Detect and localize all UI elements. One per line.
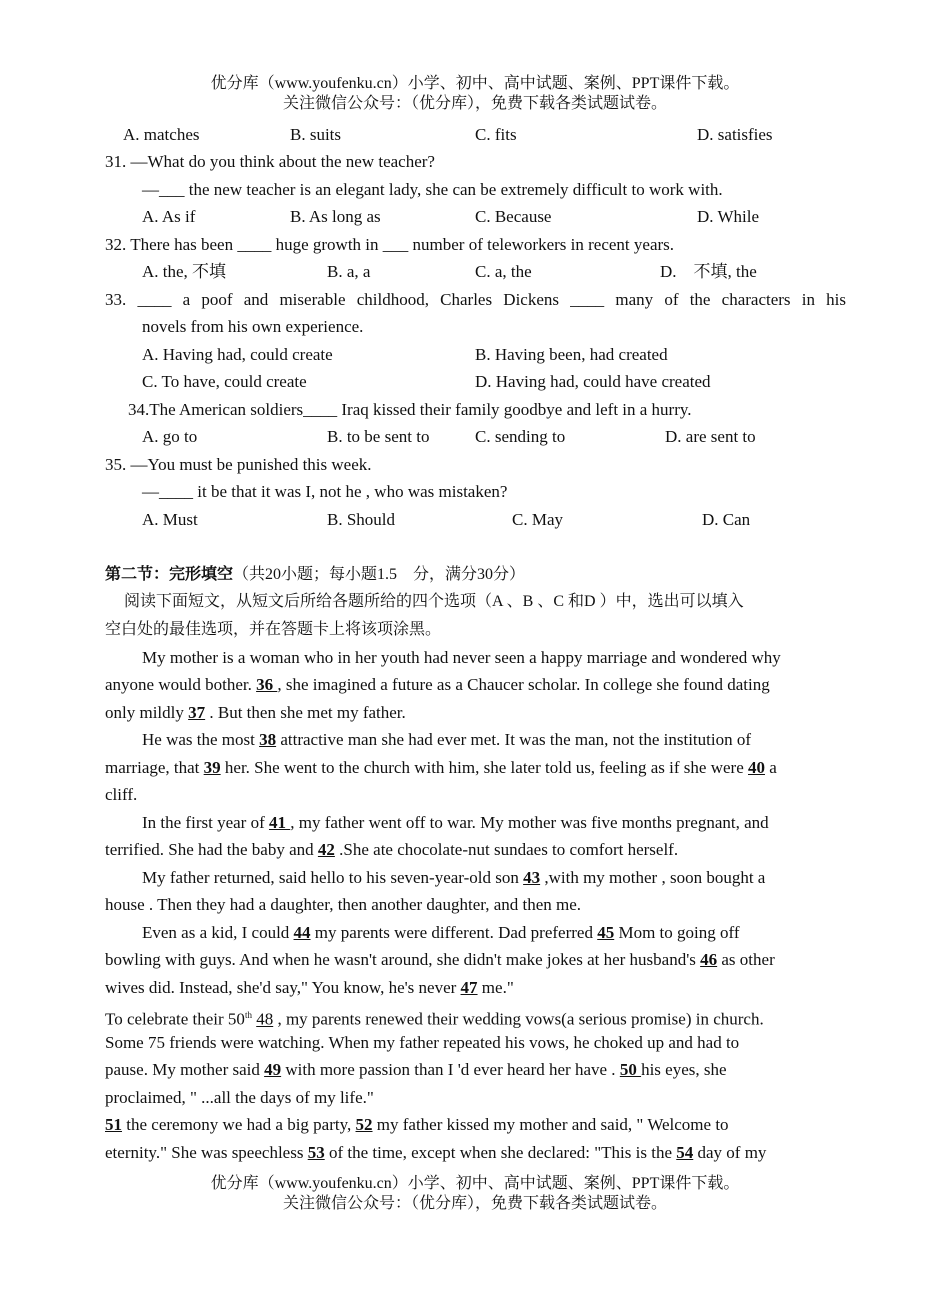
text: my parents were different. Dad preferred bbox=[310, 923, 598, 942]
text: the ceremony we had a big party, bbox=[122, 1115, 356, 1134]
text: , my parents renewed their wedding vows(a serious promise) in church. bbox=[273, 1009, 764, 1029]
blank-48: 48 bbox=[256, 1009, 274, 1029]
text: Even as a kid, I could bbox=[142, 923, 294, 942]
passage-line bbox=[105, 1114, 729, 1136]
q32-option-b: B. a, a bbox=[327, 262, 371, 281]
text: Mom to going off bbox=[614, 923, 740, 942]
q35-stem: 35. —You must be punished this week. bbox=[105, 455, 372, 474]
blank-41: 41 bbox=[268, 813, 291, 832]
q34-option-a: A. go to bbox=[142, 427, 198, 446]
text: day of my bbox=[693, 1143, 767, 1162]
text: , my father went off to war. My mother was five months pregnant, and bbox=[290, 813, 769, 832]
text: anyone would bother. bbox=[105, 675, 257, 694]
q35-option-a: A. Must bbox=[142, 510, 198, 529]
superscript: th bbox=[244, 1010, 252, 1020]
q35-reply: —____ it be that it was I, not he , who was mistaken? bbox=[142, 482, 508, 501]
blank-46: 46 bbox=[700, 950, 718, 969]
passage-line bbox=[142, 867, 765, 889]
section2-title: 第二节：完形填空 bbox=[105, 566, 234, 583]
text: attractive man she had ever met. It was the man, not the institution of bbox=[276, 730, 752, 749]
q35-option-d: D. Can bbox=[702, 510, 751, 529]
q32-option-c: C. a, the bbox=[475, 262, 532, 281]
passage-line: My mother is a woman who in her youth had never seen a happy marriage and wondered why bbox=[142, 648, 781, 667]
blank-39: 39 bbox=[203, 758, 221, 777]
passage-line bbox=[105, 674, 770, 696]
text: .She ate chocolate-nut sundaes to comfort herself. bbox=[334, 840, 679, 859]
passage-line bbox=[105, 977, 514, 999]
text: My father returned, said hello to his seven-year-old son bbox=[142, 868, 524, 887]
passage-line bbox=[142, 922, 740, 944]
q33-option-a: A. Having had, could create bbox=[142, 345, 333, 364]
text: eternity." She was speechless bbox=[105, 1143, 308, 1162]
blank-47: 47 bbox=[460, 978, 478, 997]
q32-option-d: D. 不填, the bbox=[660, 262, 757, 281]
blank-40: 40 bbox=[748, 758, 765, 777]
q33-stem-line-2: novels from his own experience. bbox=[142, 317, 364, 336]
q31-option-a: A. As if bbox=[142, 207, 196, 226]
footer-line-1: 优分库（www.youfenku.cn）小学、初中、高中试题、案例、PPT课件下载。 bbox=[210, 1175, 740, 1192]
page-footer bbox=[0, 1174, 950, 1214]
q32-stem: 32. There has been ____ huge growth in ___ number of teleworkers in recent years. bbox=[105, 235, 675, 254]
section2-title-rest: （共20小题；每小题1.5 分，满分30分） bbox=[233, 566, 526, 583]
q31-option-c: C. Because bbox=[475, 207, 552, 226]
q31-option-d: D. While bbox=[697, 207, 760, 226]
q33-stem-line-1: 33. ____ a poof and miserable childhood, Charles Dickens ____ many of the characters in his bbox=[105, 290, 846, 309]
blank-37: 37 bbox=[188, 703, 206, 722]
text: To celebrate their 50 bbox=[105, 1009, 245, 1029]
text: marriage, that bbox=[105, 758, 204, 777]
blank-43: 43 bbox=[523, 868, 541, 887]
text: his eyes, she bbox=[641, 1060, 727, 1079]
text: pause. My mother said bbox=[105, 1060, 265, 1079]
q32-option-a: A. the, 不填 bbox=[142, 262, 227, 281]
text: bowling with guys. And when he wasn't around, she didn't make jokes at her husband's bbox=[105, 950, 701, 969]
page-header bbox=[0, 74, 950, 114]
text: He was the most bbox=[142, 730, 260, 749]
section2-instructions-1: 阅读下面短文，从短文后所给各题所给的四个选项（A 、B 、C 和D ）中，选出可以填入 bbox=[124, 593, 744, 610]
passage-line bbox=[105, 1004, 764, 1031]
text: only mildly bbox=[105, 703, 189, 722]
text: In the first year of bbox=[142, 813, 269, 832]
q33-option-d: D. Having had, could have created bbox=[475, 372, 711, 391]
text: . But then she met my father. bbox=[205, 703, 406, 722]
q30-option-a: A. matches bbox=[123, 125, 200, 144]
q30-option-d: D. satisfies bbox=[697, 125, 773, 144]
q34-stem: 34.The American soldiers____ Iraq kissed their family goodbye and left in a hurry. bbox=[128, 400, 692, 419]
blank-54: 54 bbox=[676, 1143, 694, 1162]
passage-line bbox=[105, 949, 775, 971]
blank-49: 49 bbox=[264, 1060, 282, 1079]
q31-stem: 31. —What do you think about the new teacher? bbox=[105, 152, 435, 171]
blank-42: 42 bbox=[317, 840, 335, 859]
q30-option-c: C. fits bbox=[475, 125, 517, 144]
q33-option-c: C. To have, could create bbox=[142, 372, 307, 391]
blank-51: 51 bbox=[105, 1115, 122, 1134]
q34-option-d: D. are sent to bbox=[665, 427, 756, 446]
text: as other bbox=[717, 950, 775, 969]
blank-53: 53 bbox=[307, 1143, 325, 1162]
text: her. She went to the church with him, she later told us, feeling as if she were bbox=[220, 758, 748, 777]
passage-line bbox=[105, 1142, 766, 1164]
q34-option-c: C. sending to bbox=[475, 427, 566, 446]
passage-line bbox=[142, 812, 769, 834]
blank-36: 36 bbox=[256, 675, 278, 694]
section2-heading bbox=[105, 564, 525, 586]
passage-line bbox=[142, 729, 751, 751]
header-line-2: 关注微信公众号：（优分库），免费下载各类试题试卷。 bbox=[282, 95, 667, 112]
text: terrified. She had the baby and bbox=[105, 840, 318, 859]
passage-line bbox=[105, 757, 777, 779]
q35-option-c: C. May bbox=[512, 510, 563, 529]
blank-50: 50 bbox=[619, 1060, 642, 1079]
footer-line-2: 关注微信公众号：（优分库），免费下载各类试题试卷。 bbox=[282, 1195, 667, 1212]
passage-line bbox=[105, 1059, 727, 1081]
text: wives did. Instead, she'd say," You know, he's never bbox=[105, 978, 461, 997]
blank-52: 52 bbox=[355, 1115, 373, 1134]
text: ,with my mother , soon bought a bbox=[540, 868, 766, 887]
q34-option-b: B. to be sent to bbox=[327, 427, 430, 446]
header-line-1: 优分库（www.youfenku.cn）小学、初中、高中试题、案例、PPT课件下载。 bbox=[210, 75, 740, 92]
text: my father kissed my mother and said, " Welcome to bbox=[372, 1115, 729, 1134]
q33-option-b: B. Having been, had created bbox=[475, 345, 668, 364]
passage-line: proclaimed, " ...all the days of my life." bbox=[105, 1088, 374, 1107]
q31-reply: —___ the new teacher is an elegant lady, she can be extremely difficult to work with. bbox=[142, 180, 723, 199]
passage-line bbox=[105, 702, 406, 724]
passage-line: Some 75 friends were watching. When my father repeated his vows, he choked up and had to bbox=[105, 1033, 740, 1052]
passage-line: house . Then they had a daughter, then another daughter, and then me. bbox=[105, 895, 582, 914]
text: with more passion than I 'd ever heard her have . bbox=[281, 1060, 620, 1079]
q35-option-b: B. Should bbox=[327, 510, 396, 529]
blank-38: 38 bbox=[259, 730, 277, 749]
blank-44: 44 bbox=[293, 923, 311, 942]
passage-line: cliff. bbox=[105, 785, 138, 804]
section2-instructions-2: 空白处的最佳选项，并在答题卡上将该项涂黑。 bbox=[105, 621, 442, 638]
q30-option-b: B. suits bbox=[290, 125, 342, 144]
passage-line bbox=[105, 839, 678, 861]
q31-option-b: B. As long as bbox=[290, 207, 381, 226]
text: , she imagined a future as a Chaucer scholar. In college she found dating bbox=[277, 675, 770, 694]
text: me." bbox=[477, 978, 514, 997]
text: a bbox=[765, 758, 777, 777]
blank-45: 45 bbox=[597, 923, 615, 942]
text: of the time, except when she declared: "This is the bbox=[324, 1143, 677, 1162]
